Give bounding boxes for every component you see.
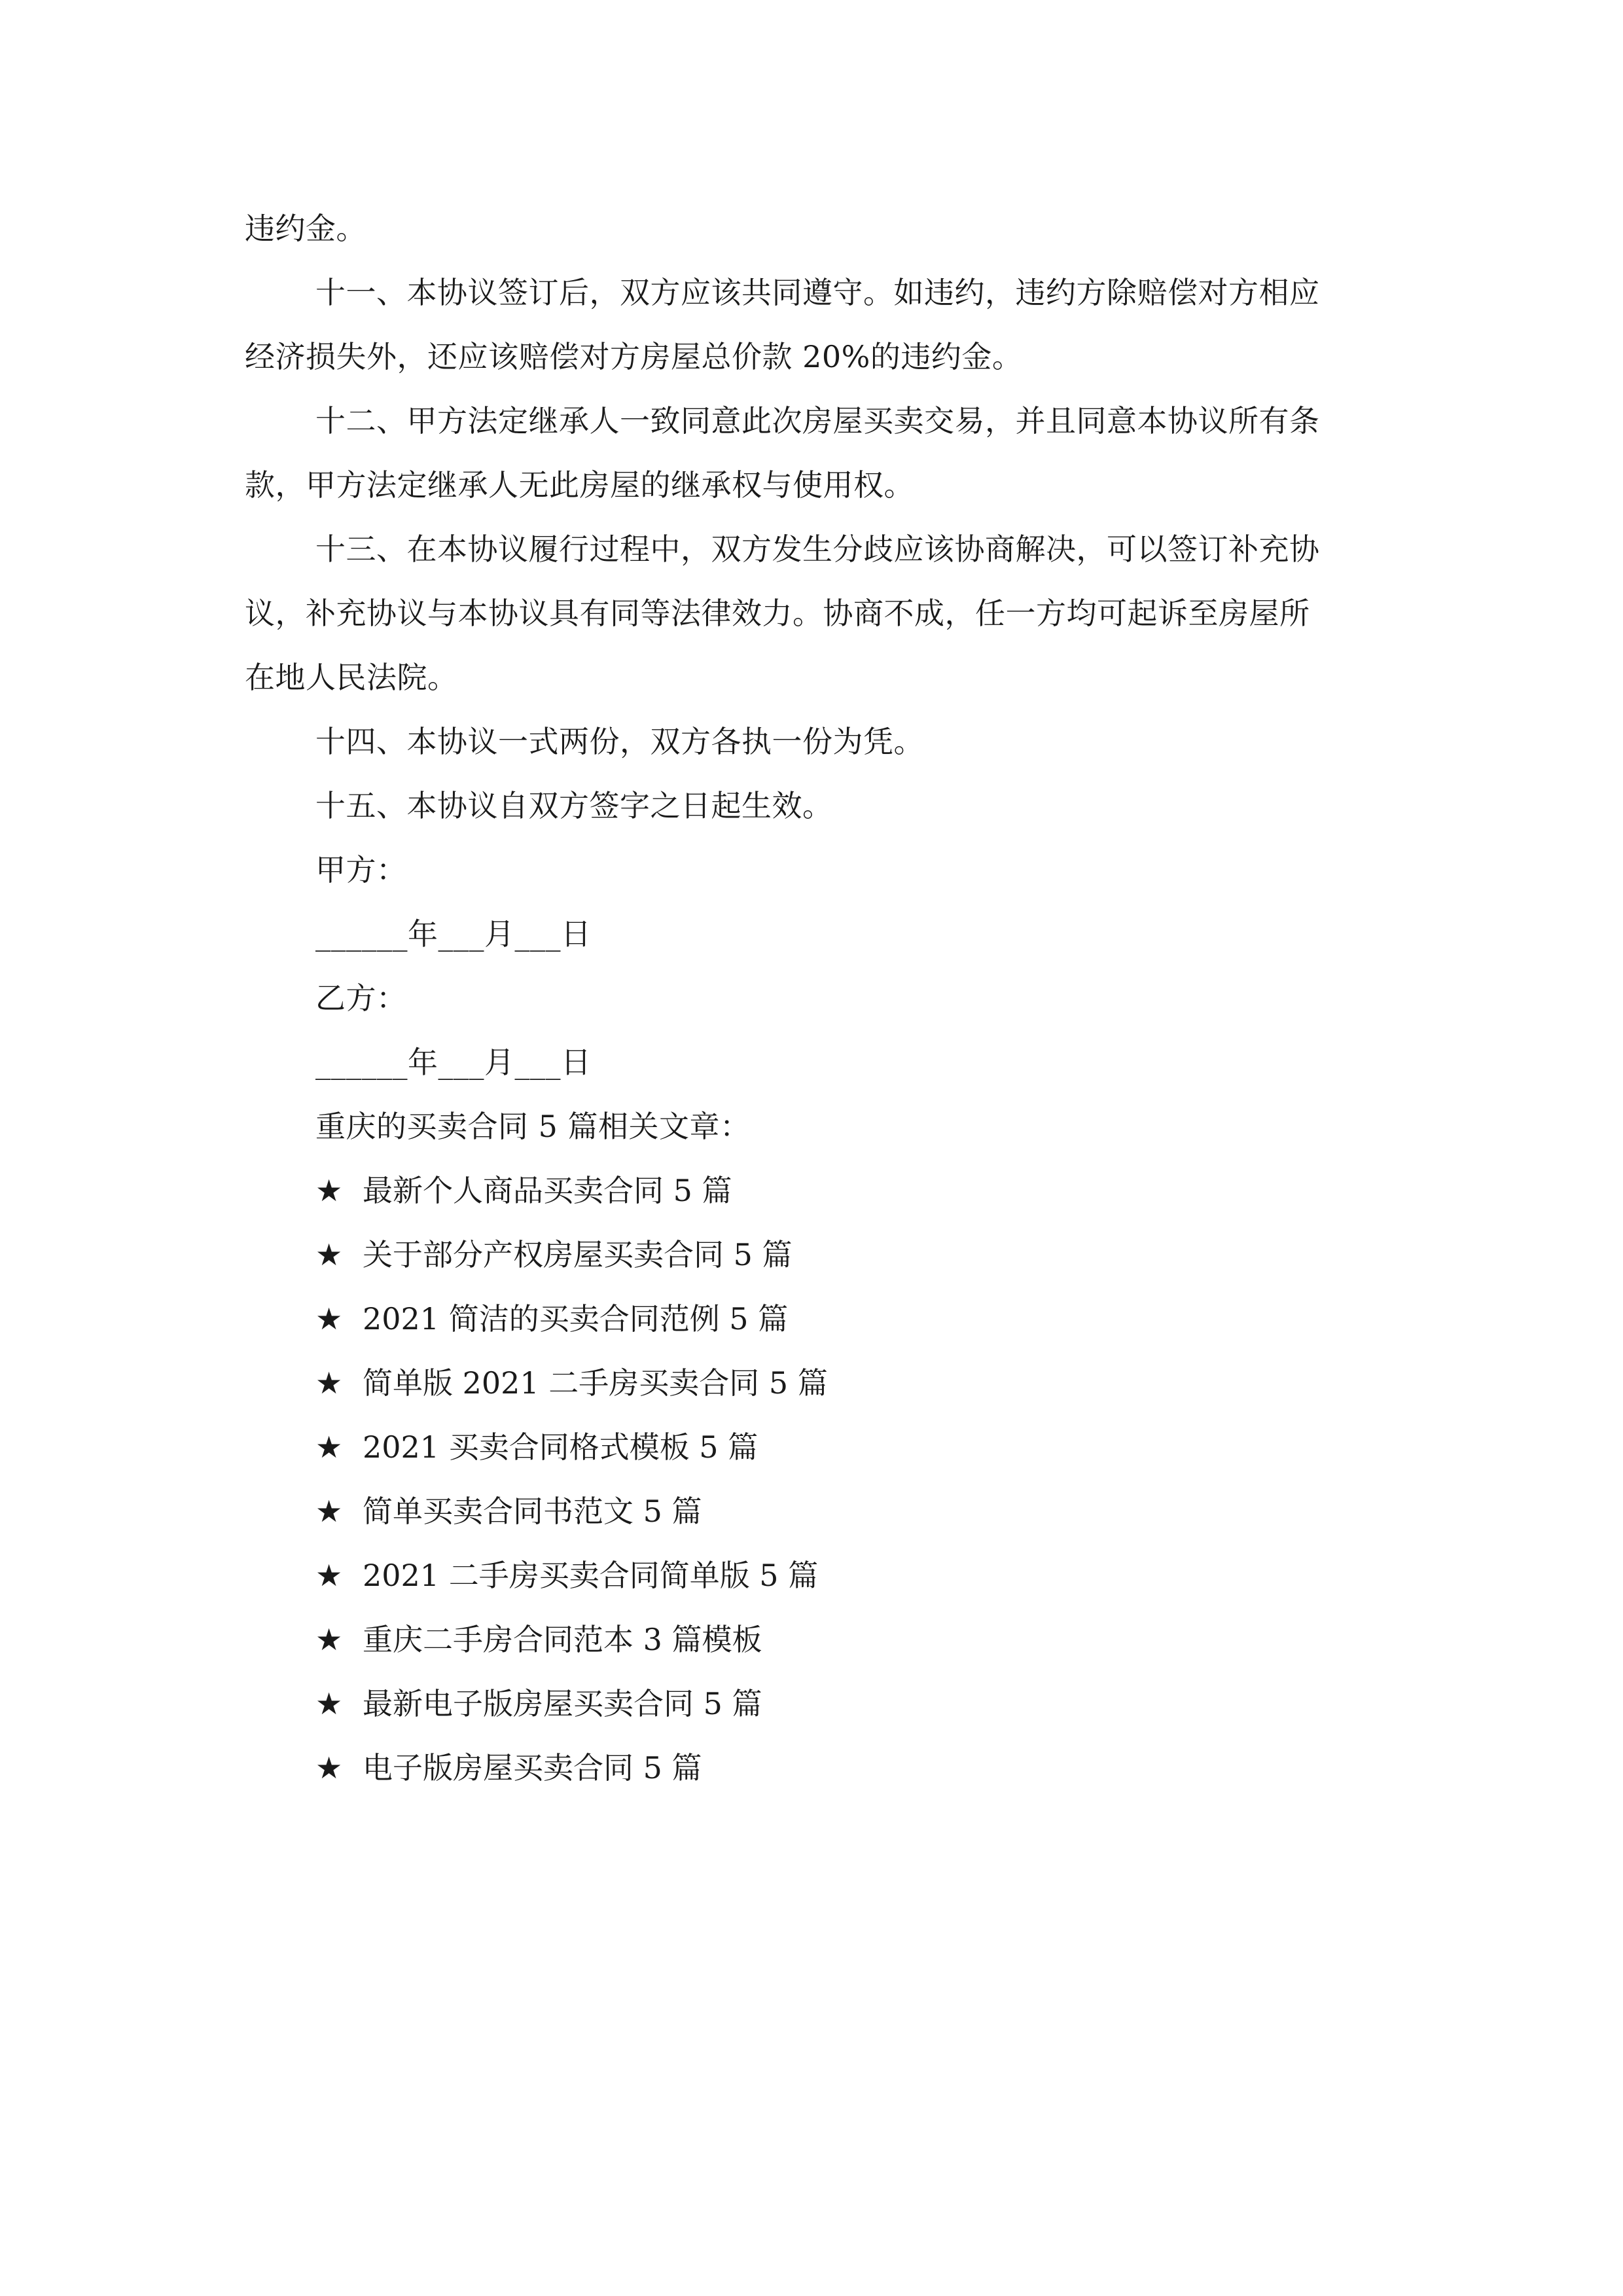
related-link-label: 2021 二手房买卖合同简单版 5 篇 [363, 1558, 819, 1593]
related-link[interactable] [245, 1672, 1383, 1736]
clause-line: 十五、本协议自双方签字之日起生效。 [315, 788, 833, 823]
star-icon: ★ [315, 1558, 343, 1593]
related-link-label: 重庆二手房合同范本 3 篇模板 [363, 1622, 762, 1657]
related-link-label: 电子版房屋买卖合同 5 篇 [363, 1750, 702, 1785]
clause-14 [245, 709, 1383, 774]
clause-line: 在地人民法院。 [245, 660, 458, 695]
star-icon: ★ [315, 1301, 343, 1336]
related-link-label: 最新个人商品买卖合同 5 篇 [363, 1173, 732, 1208]
related-link[interactable] [245, 1223, 1383, 1287]
related-link-label: 2021 买卖合同格式模板 5 篇 [363, 1429, 758, 1465]
clause-15 [245, 774, 1383, 838]
related-link-label: 最新电子版房屋买卖合同 5 篇 [363, 1686, 762, 1721]
related-link[interactable] [245, 1158, 1383, 1223]
clause-11 [245, 260, 1383, 389]
related-link[interactable] [245, 1736, 1383, 1800]
star-icon: ★ [315, 1494, 343, 1529]
star-icon: ★ [315, 1686, 343, 1721]
star-icon: ★ [315, 1173, 343, 1208]
related-link[interactable] [245, 1479, 1383, 1543]
related-link-label: 简单买卖合同书范文 5 篇 [363, 1494, 702, 1529]
clause-13 [245, 517, 1383, 709]
related-link[interactable] [245, 1543, 1383, 1607]
star-icon: ★ [315, 1750, 343, 1785]
related-link-label: 2021 简洁的买卖合同范例 5 篇 [363, 1301, 789, 1336]
related-links-list [245, 1158, 1383, 1800]
star-icon: ★ [315, 1622, 343, 1657]
party-b-label: 乙方： [315, 980, 407, 1016]
related-link[interactable] [245, 1287, 1383, 1351]
related-link[interactable] [245, 1351, 1383, 1415]
related-link-label: 关于部分产权房屋买卖合同 5 篇 [363, 1237, 793, 1272]
star-icon: ★ [315, 1365, 343, 1401]
clause-line: 十三、在本协议履行过程中，双方发生分歧应该协商解决，可以签订补充协 [315, 531, 1320, 567]
clause-line: 议，补充协议与本协议具有同等法律效力。协商不成，任一方均可起诉至房屋所 [245, 596, 1310, 631]
clause-line: 十二、甲方法定继承人一致同意此次房屋买卖交易，并且同意本协议所有条 [315, 403, 1320, 439]
related-heading: 重庆的买卖合同 5 篇相关文章： [315, 1109, 751, 1144]
clause-line: 十四、本协议一式两份，双方各执一份为凭。 [315, 724, 924, 759]
clause-line: 经济损失外，还应该赔偿对方房屋总价款 20%的违约金。 [245, 339, 1023, 374]
party-b-date: ______年___月___日 [315, 1045, 592, 1080]
star-icon: ★ [315, 1237, 343, 1272]
related-link-label: 简单版 2021 二手房买卖合同 5 篇 [363, 1365, 828, 1401]
party-a-date: ______年___月___日 [315, 916, 592, 952]
document-page [245, 196, 1383, 1800]
star-icon: ★ [315, 1429, 343, 1465]
related-link[interactable] [245, 1607, 1383, 1672]
clause-12 [245, 389, 1383, 517]
lead-text: 违约金。 [245, 211, 366, 246]
party-a-label: 甲方： [315, 852, 407, 888]
related-link[interactable] [245, 1415, 1383, 1479]
clause-line: 十一、本协议签订后，双方应该共同遵守。如违约，违约方除赔偿对方相应 [315, 275, 1320, 310]
clause-line: 款，甲方法定继承人无此房屋的继承权与使用权。 [245, 467, 914, 503]
